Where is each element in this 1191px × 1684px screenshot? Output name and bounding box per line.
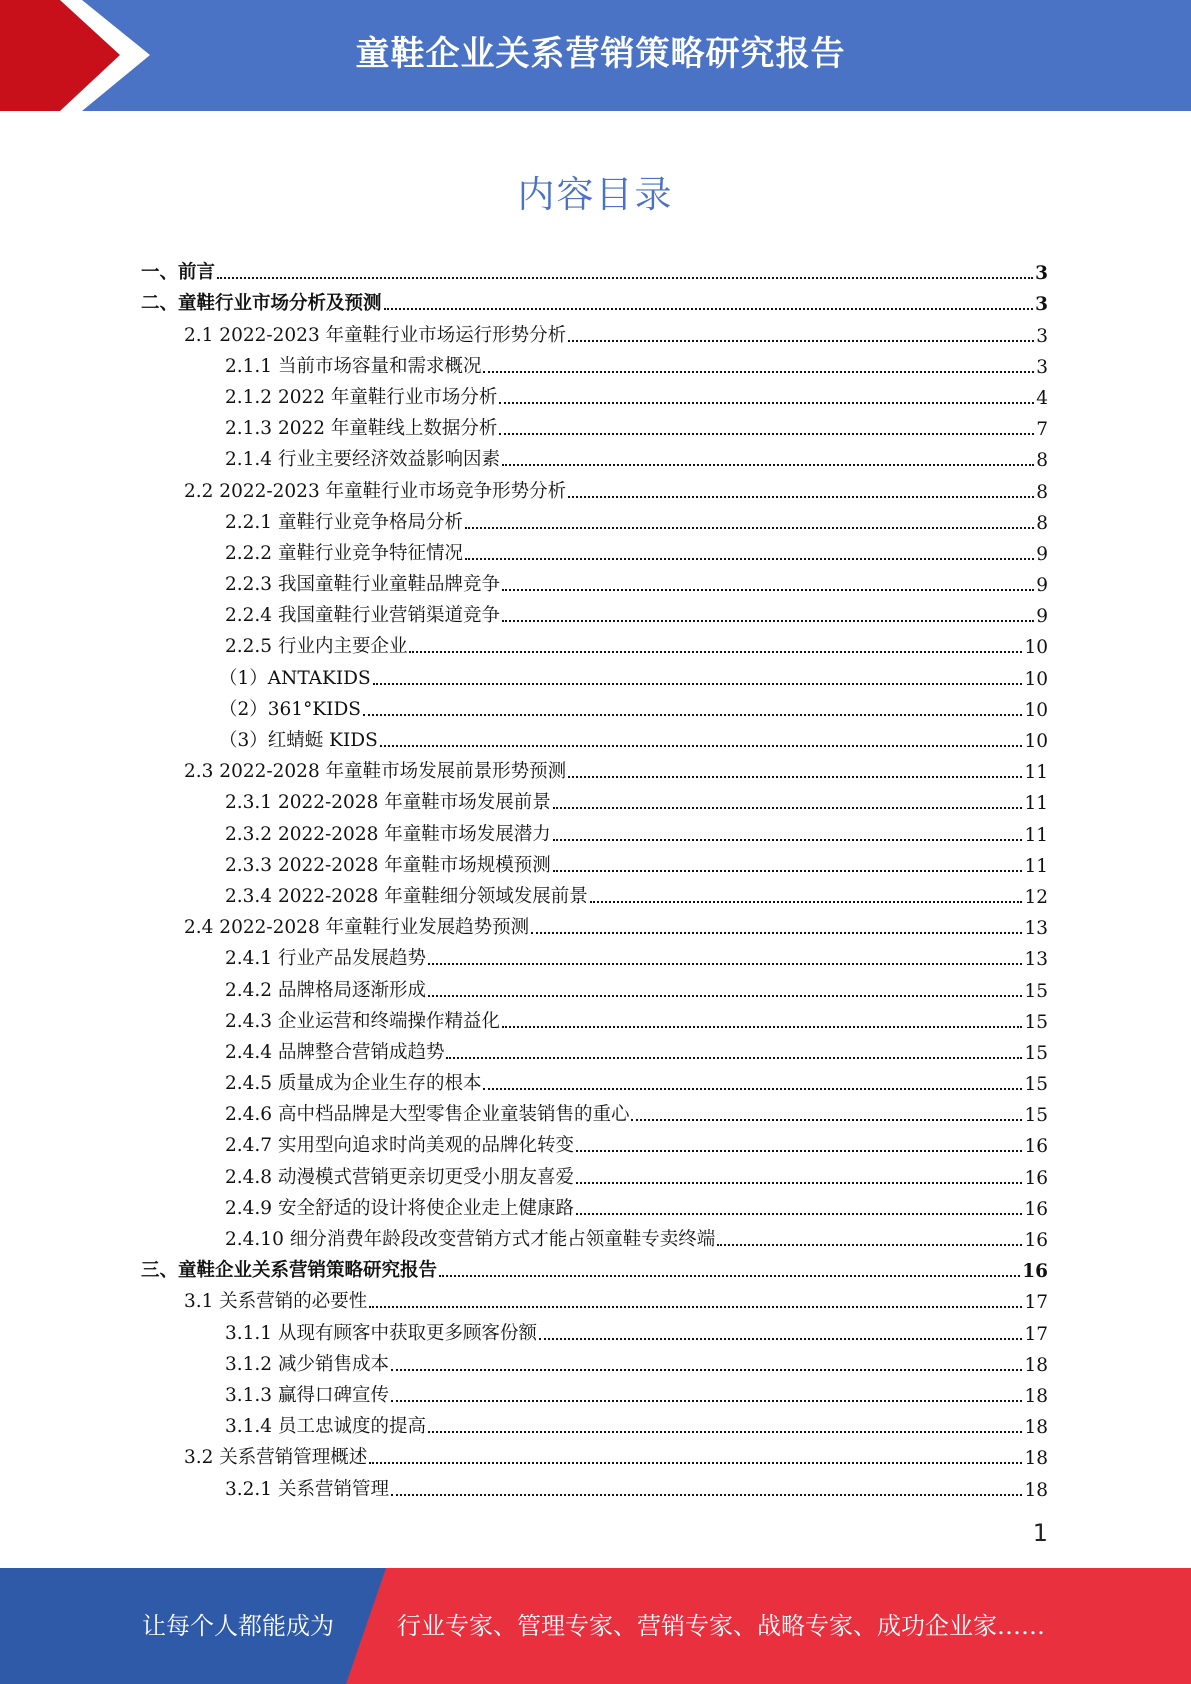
toc-entry[interactable] xyxy=(141,1315,1048,1346)
toc-entry-label: 2.3.4 2022-2028 年童鞋细分领域发展前景 xyxy=(225,885,588,907)
toc-entry[interactable] xyxy=(141,1253,1048,1284)
toc-dot-leader xyxy=(631,1119,1022,1121)
toc-entry-page: 4 xyxy=(1036,387,1048,409)
toc-entry-page: 13 xyxy=(1024,918,1048,940)
toc-entry-page: 10 xyxy=(1024,731,1048,752)
toc-entry[interactable] xyxy=(141,1471,1048,1502)
toc-entry[interactable] xyxy=(141,1378,1048,1409)
toc-entry-label: 2.2.1 童鞋行业竞争格局分析 xyxy=(225,511,463,533)
toc-entry-label: 2.4.3 企业运营和终端操作精益化 xyxy=(225,1010,500,1032)
toc-dot-leader xyxy=(428,995,1022,997)
toc-dot-leader xyxy=(576,1182,1022,1184)
toc-entry[interactable] xyxy=(141,1066,1048,1097)
toc-entry-page: 15 xyxy=(1024,980,1048,1002)
toc-entry-page: 15 xyxy=(1024,1042,1048,1064)
toc-entry[interactable] xyxy=(141,317,1048,348)
toc-entry-label: 2.3.1 2022-2028 年童鞋市场发展前景 xyxy=(225,792,551,814)
toc-entry-page: 13 xyxy=(1024,949,1048,971)
toc-entry-page: 15 xyxy=(1024,1074,1048,1096)
toc-entry[interactable] xyxy=(141,910,1048,941)
page-footer xyxy=(0,1568,1191,1684)
toc-entry-label: 2.2.2 童鞋行业竞争特征情况 xyxy=(225,542,463,564)
toc-entry-page: 18 xyxy=(1024,1479,1048,1501)
toc-entry-page: 17 xyxy=(1024,1292,1048,1314)
toc-entry-page: 8 xyxy=(1036,512,1048,534)
toc-entry-label: 2.4.2 品牌格局逐渐形成 xyxy=(225,979,426,1001)
toc-dot-leader xyxy=(568,340,1034,342)
toc-dot-leader xyxy=(553,870,1023,872)
toc-dot-leader xyxy=(384,308,1034,310)
page-header xyxy=(0,0,1191,111)
toc-entry-page: 3 xyxy=(1036,356,1048,378)
toc-entry-page: 16 xyxy=(1024,1136,1048,1158)
toc-dot-leader xyxy=(568,496,1034,498)
footer-slogan-right: 行业专家、管理专家、营销专家、战略专家、成功企业家…… xyxy=(397,1612,1045,1640)
toc-entry-label: 2.1.2 2022 年童鞋行业市场分析 xyxy=(225,386,498,408)
toc-entry-page: 18 xyxy=(1024,1354,1048,1376)
toc-entry[interactable] xyxy=(141,349,1048,380)
toc-entry-page: 10 xyxy=(1024,637,1048,659)
toc-entry-page: 11 xyxy=(1024,855,1048,877)
toc-entry-label: 2.1.1 当前市场容量和需求概况 xyxy=(225,355,482,377)
toc-dot-leader xyxy=(428,963,1022,965)
toc-entry[interactable] xyxy=(141,785,1048,816)
toc-heading: 内容目录 xyxy=(517,173,674,216)
toc-entry-page: 16 xyxy=(1024,1230,1048,1251)
toc-entry[interactable] xyxy=(141,1347,1048,1378)
toc-entry[interactable] xyxy=(141,473,1048,504)
toc-dot-leader xyxy=(373,683,1023,685)
toc-entry[interactable] xyxy=(141,723,1048,754)
toc-entry-label: 2.4.10 细分消费年龄段改变营销方式才能占领童鞋专卖终端 xyxy=(225,1229,716,1250)
toc-entry[interactable] xyxy=(141,536,1048,567)
toc-entry[interactable] xyxy=(141,754,1048,785)
toc-entry-label: 2.4.8 动漫模式营销更亲切更受小朋友喜爱 xyxy=(225,1166,574,1188)
toc-entry-label: 3.1.4 员工忠诚度的提高 xyxy=(225,1416,426,1438)
toc-entry-page: 3 xyxy=(1035,294,1048,316)
toc-entry[interactable] xyxy=(141,1159,1048,1190)
table-of-contents xyxy=(141,255,1048,1503)
toc-entry-page: 8 xyxy=(1036,481,1048,503)
report-title: 童鞋企业关系营销策略研究报告 xyxy=(355,34,846,74)
toc-entry-label: （3）红蜻蜓 KIDS xyxy=(219,730,378,751)
toc-entry[interactable] xyxy=(141,1284,1048,1315)
page-number: 1 xyxy=(1032,1519,1048,1547)
toc-entry-page: 9 xyxy=(1036,575,1048,597)
toc-entry[interactable] xyxy=(141,1222,1048,1253)
toc-entry-page: 16 xyxy=(1022,1261,1048,1283)
toc-entry-page: 18 xyxy=(1024,1417,1048,1439)
toc-entry-page: 17 xyxy=(1024,1323,1048,1345)
toc-entry[interactable] xyxy=(141,692,1048,723)
toc-entry[interactable] xyxy=(141,1004,1048,1035)
toc-entry-label: 2.2.3 我国童鞋行业童鞋品牌竞争 xyxy=(225,574,500,596)
toc-entry-label: 2.3.3 2022-2028 年童鞋市场规模预测 xyxy=(225,854,551,876)
toc-entry-label: 三、童鞋企业关系营销策略研究报告 xyxy=(141,1260,438,1282)
toc-entry-label: 3.1 关系营销的必要性 xyxy=(184,1291,368,1313)
toc-dot-leader xyxy=(576,1150,1022,1152)
toc-entry-page: 16 xyxy=(1024,1167,1048,1189)
toc-dot-leader xyxy=(428,1431,1022,1433)
toc-entry[interactable] xyxy=(141,1409,1048,1440)
toc-entry[interactable] xyxy=(141,567,1048,598)
toc-dot-leader xyxy=(391,1494,1022,1496)
toc-entry-page: 7 xyxy=(1036,419,1048,441)
toc-entry-page: 11 xyxy=(1024,824,1048,846)
toc-dot-leader xyxy=(568,776,1022,778)
toc-entry-label: （1）ANTAKIDS xyxy=(219,667,371,689)
toc-dot-leader xyxy=(717,1244,1022,1246)
toc-entry-label: 3.1.2 减少销售成本 xyxy=(225,1353,389,1375)
toc-entry[interactable] xyxy=(141,255,1048,286)
toc-entry-label: 2.4 2022-2028 年童鞋行业发展趋势预测 xyxy=(184,917,530,939)
toc-entry-label: 一、前言 xyxy=(141,262,216,284)
toc-dot-leader xyxy=(502,620,1034,622)
toc-dot-leader xyxy=(483,1088,1022,1090)
toc-entry[interactable] xyxy=(141,1440,1048,1471)
toc-entry-page: 11 xyxy=(1024,762,1048,784)
toc-entry[interactable] xyxy=(141,380,1048,411)
toc-entry-label: 2.2 2022-2023 年童鞋行业市场竞争形势分析 xyxy=(184,480,567,502)
toc-entry[interactable] xyxy=(141,1035,1048,1066)
toc-entry-page: 10 xyxy=(1024,668,1048,690)
toc-entry-label: 2.2.5 行业内主要企业 xyxy=(225,636,408,658)
toc-entry-page: 15 xyxy=(1024,1105,1048,1127)
toc-dot-leader xyxy=(502,464,1034,466)
toc-dot-leader xyxy=(483,371,1034,373)
toc-dot-leader xyxy=(590,901,1023,903)
toc-entry-page: 8 xyxy=(1036,450,1048,472)
toc-entry-label: 3.1.3 赢得口碑宣传 xyxy=(225,1384,389,1406)
toc-dot-leader xyxy=(502,589,1034,591)
toc-entry-page: 10 xyxy=(1024,699,1048,721)
toc-entry-label: 3.2 关系营销管理概述 xyxy=(184,1447,368,1469)
toc-entry[interactable] xyxy=(141,629,1048,660)
toc-entry-page: 11 xyxy=(1024,793,1048,815)
toc-entry-page: 3 xyxy=(1036,325,1048,347)
toc-entry-page: 9 xyxy=(1036,543,1048,565)
toc-dot-leader xyxy=(363,714,1022,716)
toc-entry-page: 15 xyxy=(1024,1011,1048,1033)
toc-entry-label: 2.4.7 实用型向追求时尚美观的品牌化转变 xyxy=(225,1135,574,1157)
toc-entry-label: 2.1.4 行业主要经济效益影响因素 xyxy=(225,449,500,471)
toc-entry-page: 16 xyxy=(1024,1198,1048,1220)
toc-dot-leader xyxy=(391,1400,1022,1402)
toc-entry-label: 3.2.1 关系营销管理 xyxy=(225,1478,389,1500)
toc-entry[interactable] xyxy=(141,660,1048,691)
toc-entry[interactable] xyxy=(141,1191,1048,1222)
toc-entry-page: 18 xyxy=(1024,1448,1048,1470)
toc-dot-leader xyxy=(369,1462,1022,1464)
footer-slogan-left: 让每个人都能成为 xyxy=(142,1612,334,1640)
toc-entry[interactable] xyxy=(141,848,1048,879)
toc-dot-leader xyxy=(380,745,1023,747)
toc-entry[interactable] xyxy=(141,879,1048,910)
toc-dot-leader xyxy=(539,1338,1022,1340)
toc-entry[interactable] xyxy=(141,442,1048,473)
toc-entry[interactable] xyxy=(141,972,1048,1003)
toc-entry[interactable] xyxy=(141,505,1048,536)
toc-entry-page: 18 xyxy=(1024,1385,1048,1407)
toc-entry-page: 9 xyxy=(1036,606,1048,628)
toc-entry-label: 2.4.6 高中档品牌是大型零售企业童装销售的重心 xyxy=(225,1104,630,1126)
toc-entry-label: 二、童鞋行业市场分析及预测 xyxy=(141,293,382,315)
toc-entry[interactable] xyxy=(141,1097,1048,1128)
toc-entry-label: 2.4.1 行业产品发展趋势 xyxy=(225,948,426,970)
toc-entry[interactable] xyxy=(141,411,1048,442)
toc-entry-label: 2.3 2022-2028 年童鞋市场发展前景形势预测 xyxy=(184,761,567,783)
toc-dot-leader xyxy=(217,277,1033,279)
toc-entry-label: 2.2.4 我国童鞋行业营销渠道竞争 xyxy=(225,605,500,627)
toc-entry-label: 2.4.5 质量成为企业生存的根本 xyxy=(225,1073,482,1095)
toc-entry[interactable] xyxy=(141,1128,1048,1159)
toc-entry-label: （2）361°KIDS xyxy=(219,698,361,720)
toc-entry-page: 3 xyxy=(1035,263,1048,285)
toc-entry-label: 2.1.3 2022 年童鞋线上数据分析 xyxy=(225,418,498,440)
toc-dot-leader xyxy=(576,1213,1022,1215)
toc-entry[interactable] xyxy=(141,816,1048,847)
toc-dot-leader xyxy=(553,839,1023,841)
toc-entry-label: 2.3.2 2022-2028 年童鞋市场发展潜力 xyxy=(225,823,551,845)
toc-dot-leader xyxy=(439,1275,1020,1277)
toc-dot-leader xyxy=(465,558,1034,560)
toc-dot-leader xyxy=(391,1369,1022,1371)
toc-entry[interactable] xyxy=(141,941,1048,972)
toc-dot-leader xyxy=(409,651,1022,653)
toc-dot-leader xyxy=(465,527,1034,529)
toc-entry-label: 2.4.9 安全舒适的设计将使企业走上健康路 xyxy=(225,1197,574,1219)
toc-dot-leader xyxy=(502,1026,1022,1028)
toc-entry-label: 3.1.1 从现有顾客中获取更多顾客份额 xyxy=(225,1322,537,1344)
toc-entry-label: 2.1 2022-2023 年童鞋行业市场运行形势分析 xyxy=(184,324,567,346)
toc-dot-leader xyxy=(531,932,1022,934)
toc-dot-leader xyxy=(369,1306,1022,1308)
toc-entry-label: 2.4.4 品牌整合营销成趋势 xyxy=(225,1041,445,1063)
toc-dot-leader xyxy=(499,402,1034,404)
toc-dot-leader xyxy=(553,807,1023,809)
toc-entry-page: 12 xyxy=(1024,886,1048,908)
toc-dot-leader xyxy=(446,1057,1022,1059)
toc-entry[interactable] xyxy=(141,598,1048,629)
toc-entry[interactable] xyxy=(141,286,1048,317)
toc-dot-leader xyxy=(499,433,1034,435)
